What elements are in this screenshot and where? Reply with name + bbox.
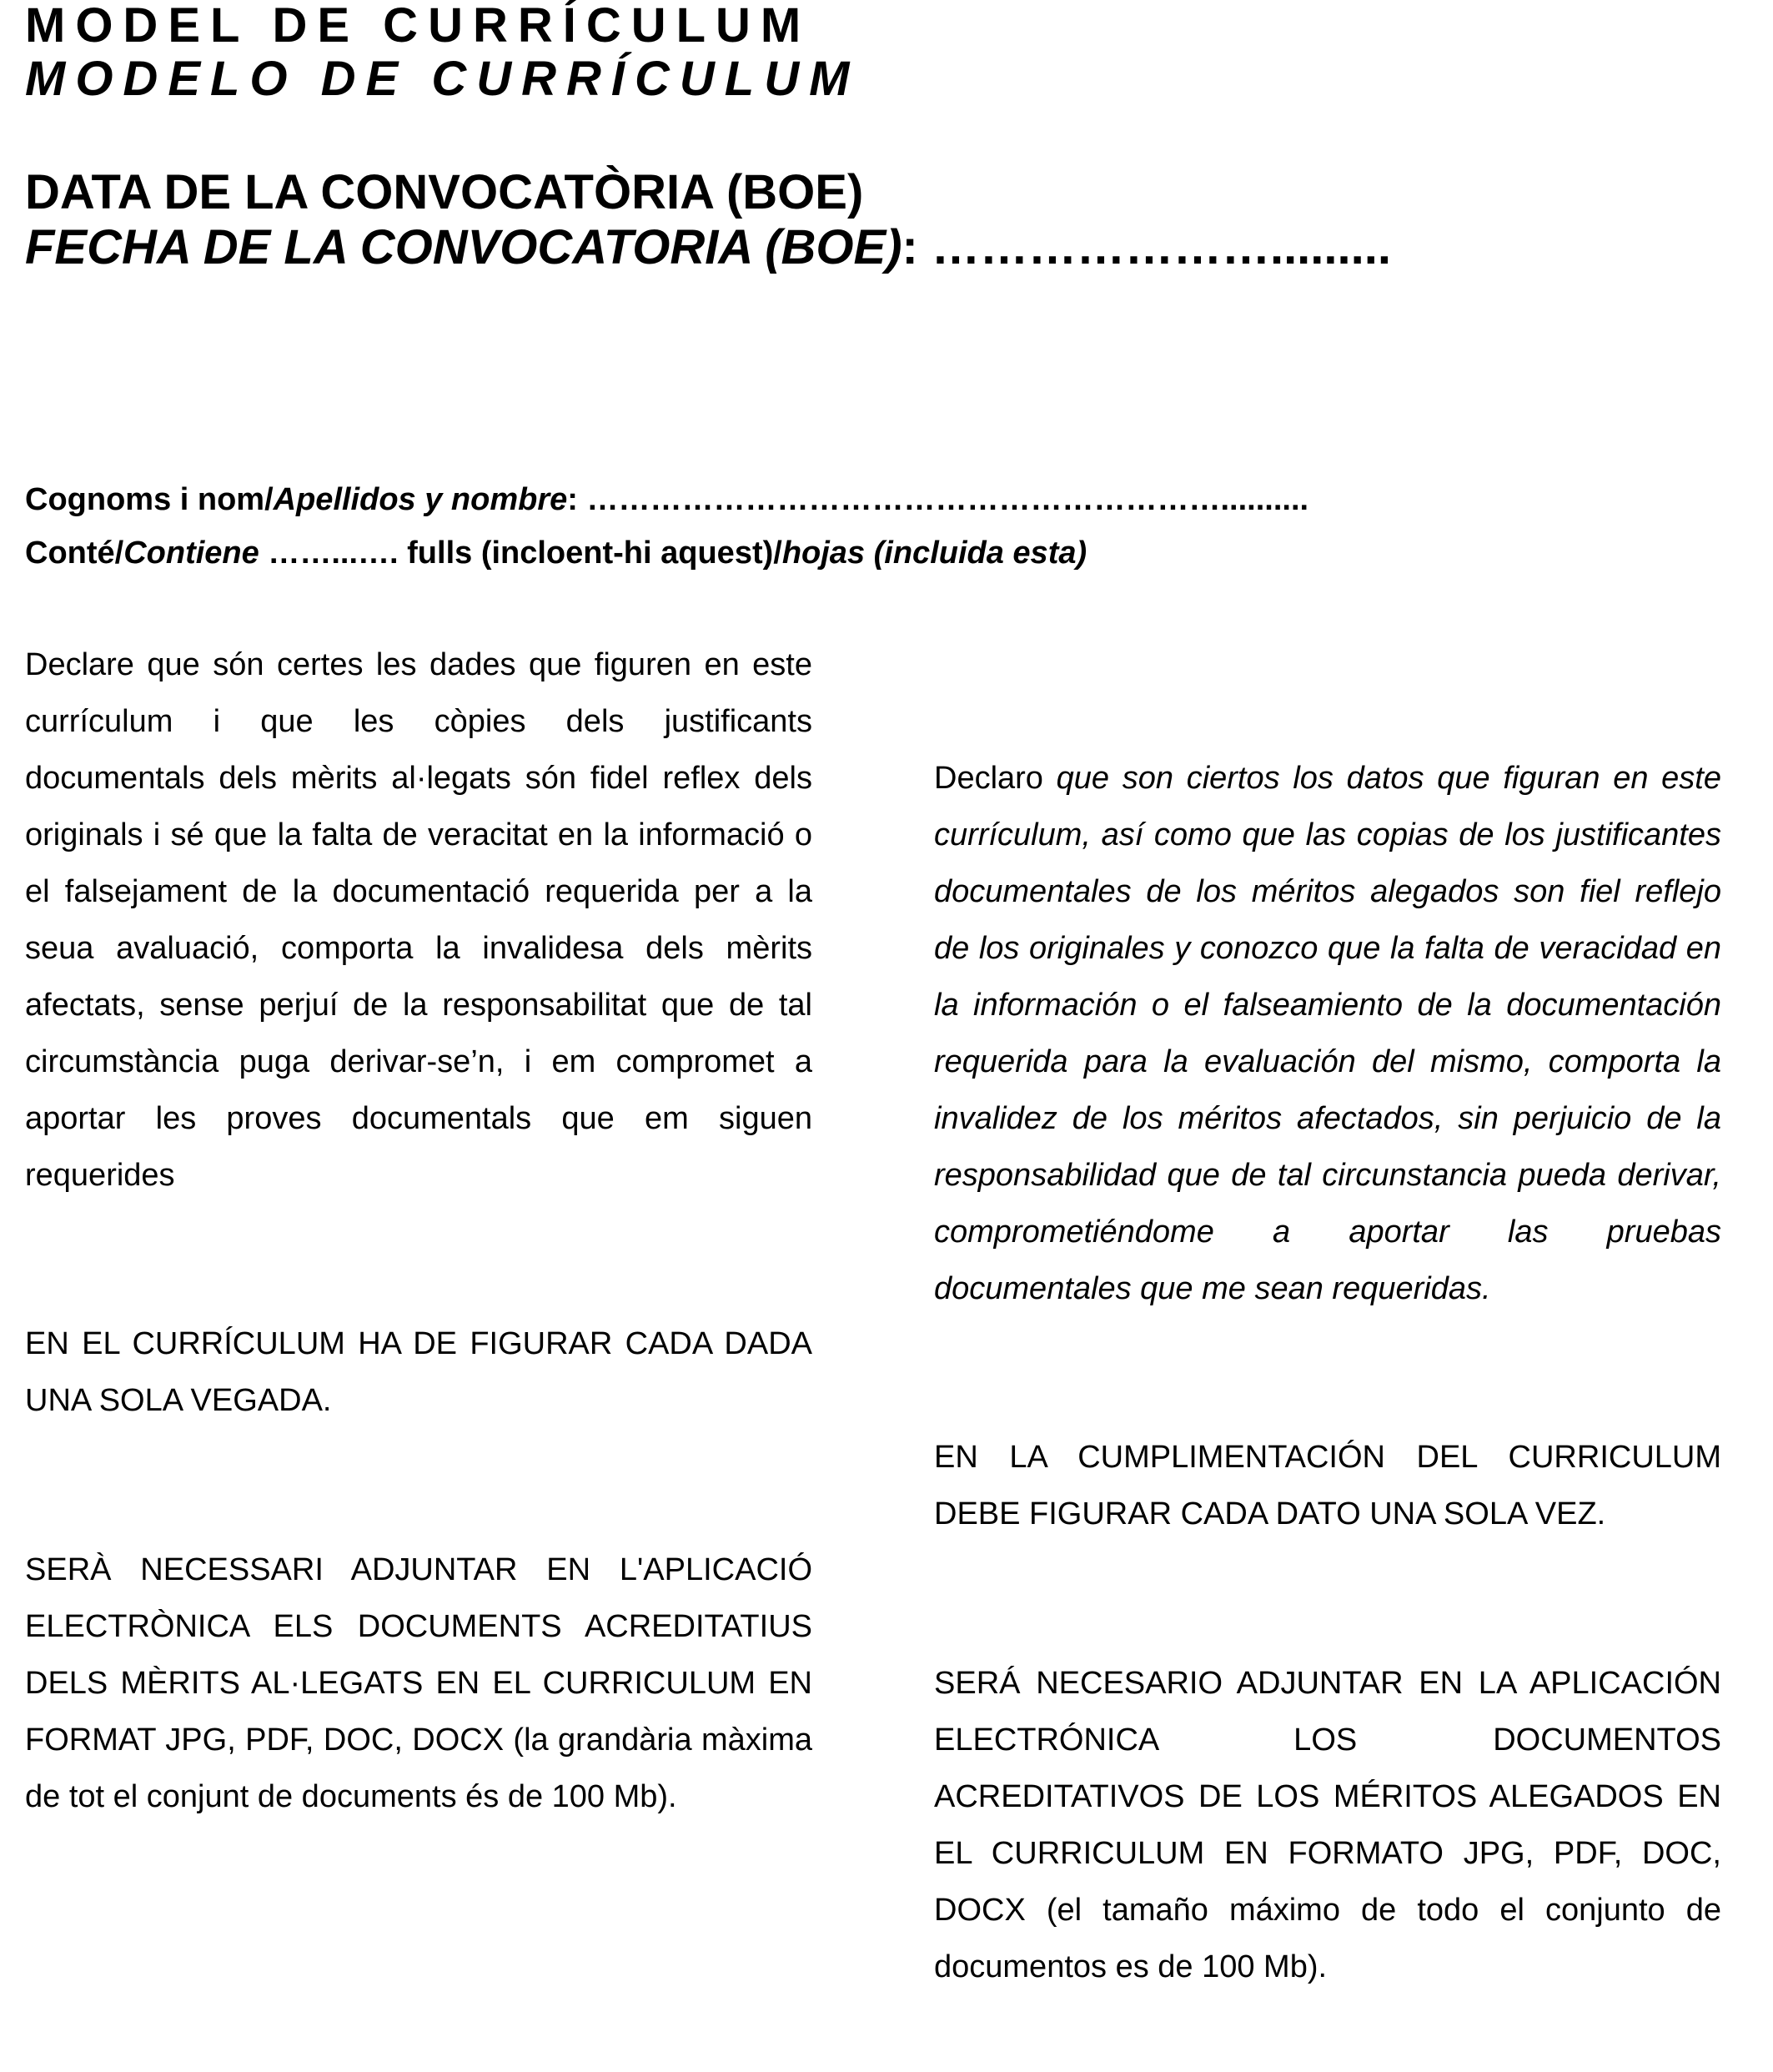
- title-valencian: MODEL DE CURRÍCULUM: [25, 0, 811, 53]
- declaration-body-spanish: que son ciertos los datos que figuran en este currículum, así como que las copias de los justificantes documentales de los méritos alegados son fiel reflejo de los originales y conozco que la falta de veracidad en la información o el falseamiento de la documentación requerida para la evaluación del mismo, comporta la invalidez de los méritos afectados, sin perjuicio de la responsabilidad que de tal circunstancia pueda derivar, comprometiéndome a aportar las pruebas documentales que me sean requeridas.: [934, 761, 1721, 1306]
- declaration-valencian: Declare que són certes les dades que figuren en este currículum i que les còpies dels justificants documentals dels mèrits al·legats són fidel reflex dels originals i sé que la falta de veracitat en la informació o el falsejament de la documentació requerida per a la seua avaluació, comporta la invalidesa dels mèrits afectats, sense perjuí de la responsabilitat que de tal circumstància puga derivar-se’n, i em compromet a aportar les proves documentals que em siguen requerides: [25, 647, 812, 1193]
- convocatoria-label-valencian: DATA DE LA CONVOCATÒRIA (BOE): [25, 165, 864, 219]
- title-spanish: MODELO DE CURRÍCULUM: [25, 52, 860, 106]
- declaration-first-word: Declaro: [934, 761, 1043, 796]
- sheets-text-spanish: hojas (incluida esta): [781, 536, 1087, 571]
- notice-attach-valencian: SERÀ NECESSARI ADJUNTAR EN L'APLICACIÓ ELECTRÒNICA ELS DOCUMENTS ACREDITATIUS DELS MÈRITS AL·LEGATS EN EL CURRICULUM EN FORMAT JPG, PDF, DOC, DOCX (la grandària màxima de tot el conjunt de documents és de 100 Mb).: [25, 1552, 812, 1814]
- sheet-count-line: [25, 537, 1087, 569]
- convocatoria-date-field[interactable]: ………………….........: [931, 220, 1391, 274]
- applicant-name-line: [25, 484, 1308, 515]
- name-label-valencian: Cognoms i nom/: [25, 482, 274, 517]
- sheets-text-valencian: fulls (incloent-hi aquest)/: [407, 536, 782, 571]
- convocatoria-separator: :: [902, 220, 932, 274]
- declaration-spanish: [934, 750, 1721, 1317]
- notice-once-valencian: EN EL CURRÍCULUM HA DE FIGURAR CADA DADA UNA SOLA VEGADA.: [25, 1326, 812, 1418]
- notice-attach-spanish: SERÁ NECESARIO ADJUNTAR EN LA APLICACIÓN ELECTRÓNICA LOS DOCUMENTOS ACREDITATIVOS DE LOS MÉRITOS ALEGADOS EN EL CURRICULUM EN FORMATO JPG, PDF, DOC, DOCX (el tamaño máximo de todo el conjunto de documentos es de 100 Mb).: [934, 1666, 1721, 1984]
- contains-label-valencian: Conté/: [25, 536, 124, 571]
- name-colon: :: [567, 482, 587, 517]
- convocatoria-label-spanish: FECHA DE LA CONVOCATORIA (BOE): [25, 220, 902, 274]
- contains-label-spanish: Contiene: [123, 536, 259, 571]
- convocatoria-line-spanish: [25, 220, 1391, 274]
- sheet-count-field[interactable]: ……...….: [259, 536, 408, 571]
- applicant-name-field[interactable]: ……………………………………………………..........: [586, 482, 1309, 517]
- notice-once-spanish: EN LA CUMPLIMENTACIÓN DEL CURRICULUM DEBE FIGURAR CADA DATO UNA SOLA VEZ.: [934, 1440, 1721, 1531]
- name-label-spanish: Apellidos y nombre: [273, 482, 568, 517]
